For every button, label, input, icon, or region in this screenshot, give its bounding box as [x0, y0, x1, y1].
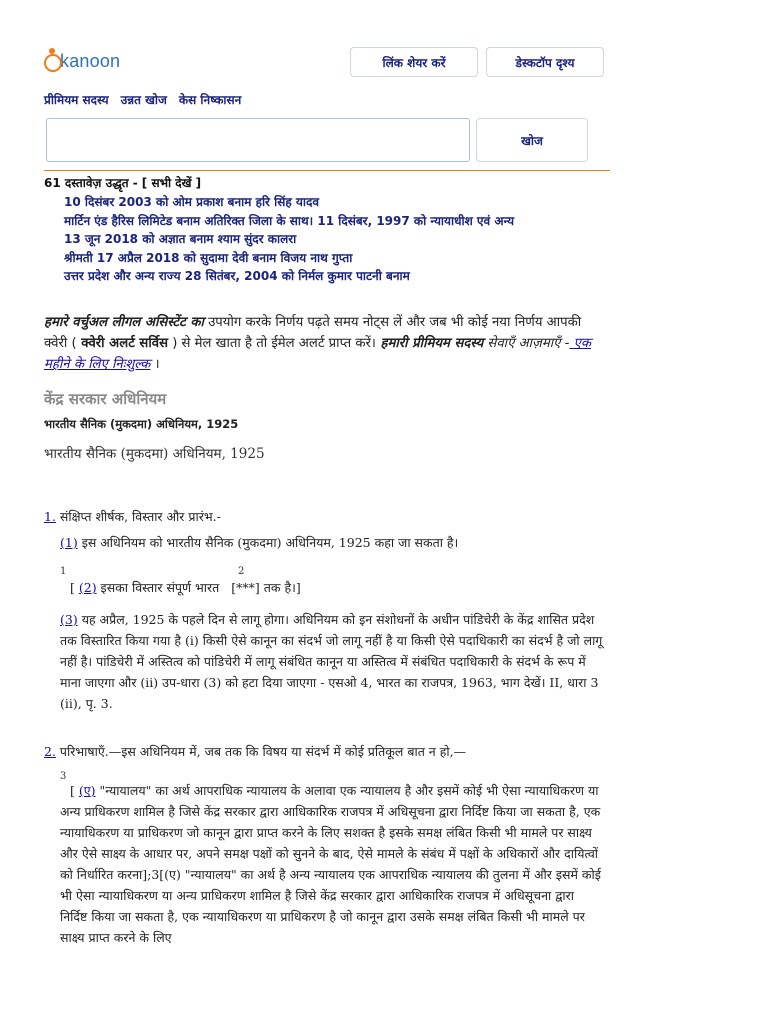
citation-item[interactable]: श्रीमती 17 अप्रैल 2018 को सुदामा देवी बनाम विजय नाथ गुप्ता	[64, 250, 353, 265]
desktop-view-button[interactable]: डेस्कटॉप दृश्य	[486, 47, 604, 77]
cited-documents	[44, 174, 514, 286]
kanoon-logo[interactable]	[44, 48, 120, 74]
bracket-open: [	[70, 783, 79, 798]
subsection-1-3-text: यह अप्रैल, 1925 के पहले दिन से लागू होगा। अधिनियम को इन संशोधनों के अधीन पांडिचेरी के केंद्र शासित प्रदेश तक विस्तारित किया गया है (i) किसी ऐसे कानून का संदर्भ जो लागू नहीं है या किसी ऐसे पदाधिकारी का संदर्भ है जो लागू नहीं है। पांडिचेरी में अस्तित्व को पांडिचेरी में लागू संबंधित कानून या अस्तित्व में संबंधित पदाधिकारी के संदर्भ के रूप में माना जाएगा और (ii) उप-धारा (3) को हटा दिया जाएगा - एसओ 4, भारत का राजपत्र, 1963, भाग देखें। II, धारा 3 (ii), पृ. 3.	[60, 612, 603, 711]
nav-advanced-search[interactable]: उन्नत खोज	[120, 93, 167, 107]
clause-2-a-link[interactable]: (ए)	[78, 783, 96, 798]
footnote-marker-2[interactable]: 2	[238, 566, 245, 577]
promo-text: ।	[150, 357, 160, 372]
clause-2-a-text: "न्यायालय" का अर्थ आपराधिक न्यायालय के अलावा एक न्यायालय है और इसमें कोई भी ऐसा न्यायाधिकरण या अन्य प्राधिकरण शामिल है जिसे केंद्र सरकार द्वारा आधिकारिक राजपत्र में अधिसूचना द्वारा निर्दिष्ट किया जा सकता है, एक न्यायाधिकरण या प्राधिकरण जो कानून द्वारा प्राप्त करने के लिए सशक्त है इसके समक्ष लंबित किसी भी मामले पर साक्ष्य और ऐसे साक्ष्य के आधार पर, अपने समक्ष पक्षों को सुनने के बाद, ऐसे मामले के संबंध में पक्षों के अधिकारों और दायित्वों को निर्धारित करना];3[(ए) "न्यायालय" का अर्थ है अन्य न्यायालय एक आपराधिक न्यायालय की तुलना में और इसमें कोई भी ऐसा न्यायाधिकरण या अन्य प्राधिकरण शामिल है जिसे केंद्र सरकार द्वारा आधिकारिक राजपत्र में अधिसूचना द्वारा निर्दिष्ट किया जा सकता है, एक न्यायाधिकरण या प्राधिकरण है जो कानून द्वारा उसके समक्ष लंबित किसी भी मामले पर साक्ष्य प्राप्त करने के लिए	[60, 783, 601, 945]
subsection-1-3	[60, 609, 604, 714]
search-button[interactable]: खोज	[476, 118, 588, 162]
see-all-link[interactable]: [ सभी देखें ]	[141, 176, 202, 190]
subsection-1-2	[70, 577, 604, 598]
footnote-marker-1[interactable]: 1	[60, 566, 67, 577]
promo-text: सेवाएँ आज़माएँ -	[483, 336, 570, 351]
citations-count: 61 दस्तावेज़ उद्धृत -	[44, 176, 138, 190]
act-title: भारतीय सैनिक (मुकदमा) अधिनियम, 1925	[44, 417, 239, 431]
bracket-open: [	[70, 580, 79, 595]
nav-case-removal[interactable]: केस निष्कासन	[178, 93, 242, 107]
subsection-1-2-text: इसका विस्तार संपूर्ण भारत	[96, 580, 220, 595]
promo-premium[interactable]: हमारी प्रीमियम सदस्य	[375, 336, 484, 351]
section-1-link[interactable]: 1.	[44, 509, 56, 524]
section-1-heading	[44, 506, 604, 527]
section-2-title: परिभाषाएँ.—इस अधिनियम में, जब तक कि विषय या संदर्भ में कोई प्रतिकूल बात न हो,—	[55, 744, 467, 759]
subsection-1-1	[60, 532, 604, 553]
free-trial-link[interactable]: एक महीने के लिए निःशुल्क	[44, 336, 591, 372]
top-nav	[44, 91, 241, 108]
subsection-1-2-link[interactable]: (2)	[78, 580, 97, 595]
section-title: केंद्र सरकार अधिनियम	[44, 390, 167, 408]
logo-text: kanoon	[60, 50, 121, 71]
promo-text: उपयोग करके निर्णय पढ़ते समय नोट्स लें और जब भी कोई नया निर्णय आपकी क्वेरी (	[44, 315, 582, 351]
section-2-heading	[44, 741, 604, 762]
citation-item[interactable]: 10 दिसंबर 2003 को ओम प्रकाश बनाम हरि सिंह यादव	[64, 195, 320, 209]
share-link-button[interactable]: लिंक शेयर करें	[350, 47, 478, 77]
logo-mark-icon	[44, 48, 66, 74]
citation-item[interactable]: 13 जून 2018 को अज्ञात बनाम श्याम सुंदर कालरा	[64, 232, 297, 246]
promo-query-alert[interactable]: क्वेरी अलर्ट सर्विस	[76, 336, 169, 351]
subsection-1-2-tail: [***] तक है।]	[231, 580, 301, 595]
act-heading: भारतीय सैनिक (मुकदमा) अधिनियम, 1925	[44, 446, 265, 462]
section-1-title: संक्षिप्त शीर्षक, विस्तार और प्रारंभ.-	[55, 509, 221, 524]
citation-item[interactable]: मार्टिन एंड हैरिस लिमिटेड बनाम अतिरिक्त जिला के साथ। 11 दिसंबर, 1997 को न्यायाधीश एवं अन्य	[64, 213, 515, 228]
subsection-1-1-text: इस अधिनियम को भारतीय सैनिक (मुकदमा) अधिनियम, 1925 कहा जा सकता है।	[77, 535, 459, 550]
section-2-link[interactable]: 2.	[44, 744, 56, 759]
header-divider	[44, 170, 610, 171]
subsection-1-1-link[interactable]: (1)	[60, 535, 78, 550]
promo-text: ) से मेल खाता है तो ईमेल अलर्ट प्राप्त करें।	[168, 336, 376, 351]
search-input[interactable]	[46, 118, 470, 162]
clause-2-a	[60, 780, 604, 960]
citation-item[interactable]: उत्तर प्रदेश और अन्य राज्य 28 सितंबर, 2004 को निर्मल कुमार पाटनी बनाम	[64, 269, 410, 283]
subsection-1-3-link[interactable]: (3)	[60, 612, 78, 627]
premium-promo	[44, 312, 604, 375]
footnote-marker-3[interactable]: 3	[60, 771, 67, 782]
promo-assistant[interactable]: हमारे वर्चुअल लीगल असिस्टेंट का	[44, 315, 204, 330]
nav-premium-member[interactable]: प्रीमियम सदस्य	[44, 93, 109, 107]
